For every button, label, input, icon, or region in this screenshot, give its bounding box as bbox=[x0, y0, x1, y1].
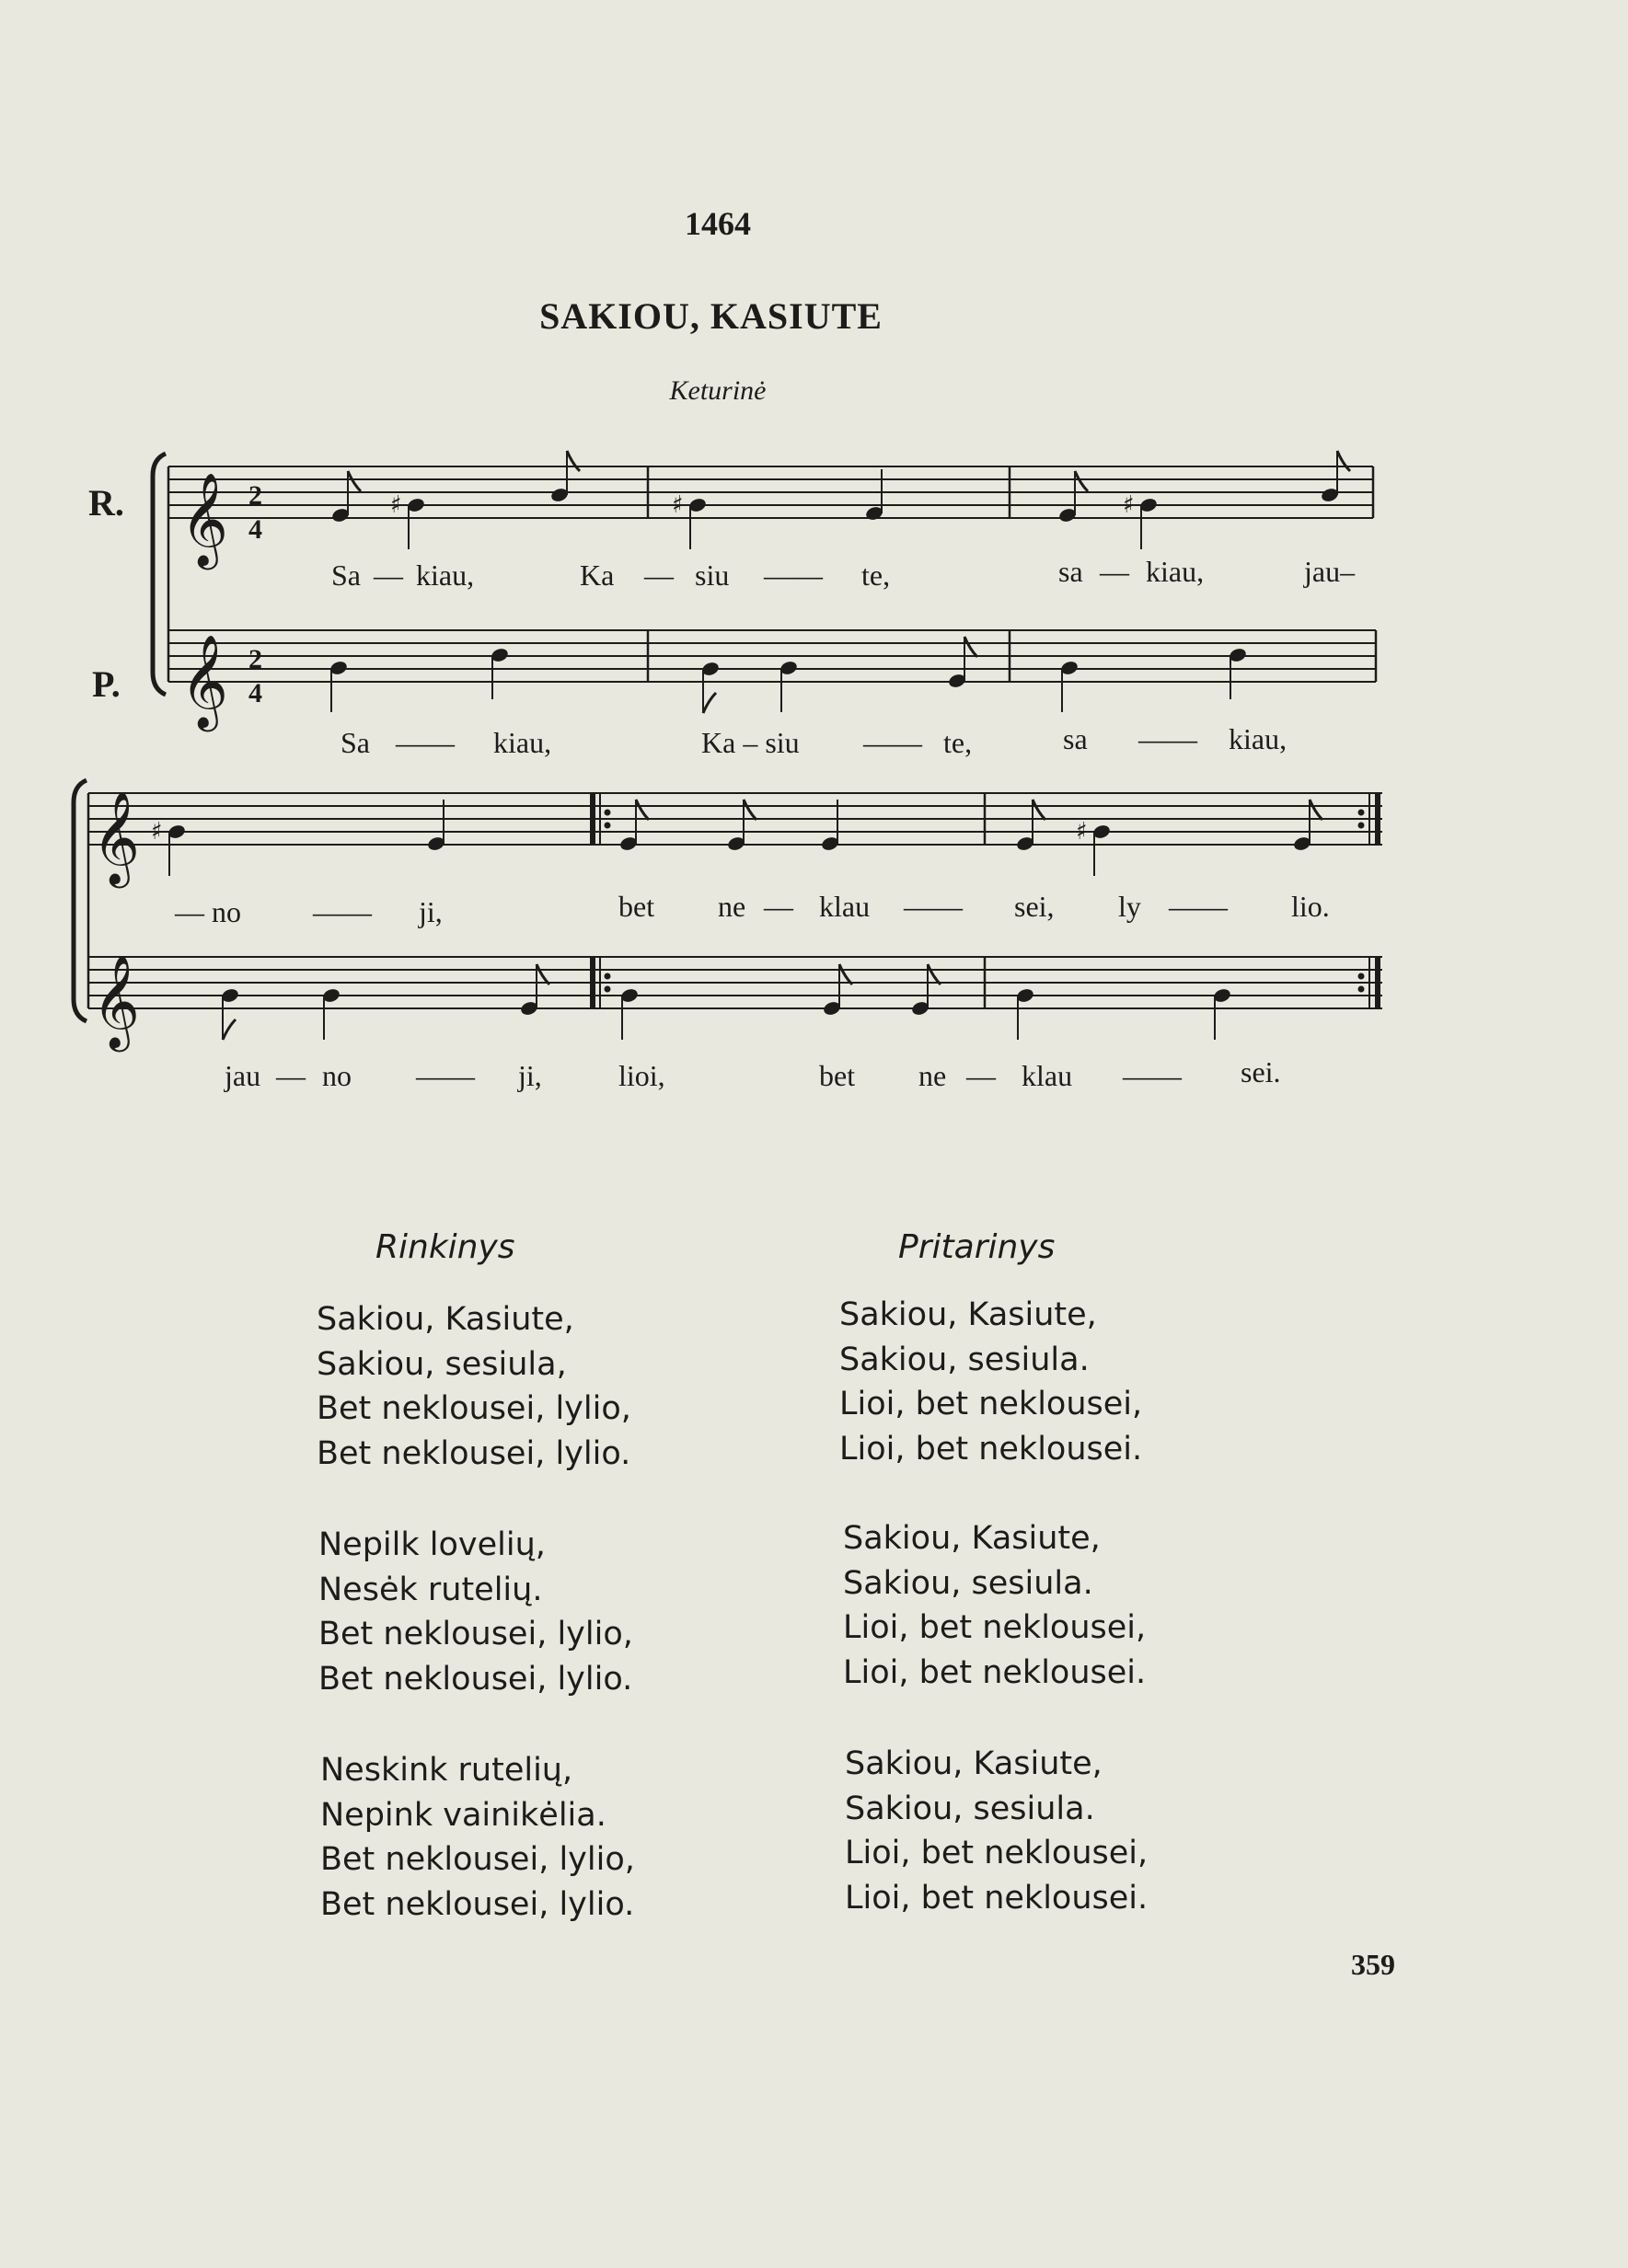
verse-line: Nesėk rutelių. bbox=[318, 1571, 543, 1608]
verse-line: Sakiou, Kasiute, bbox=[839, 1296, 1097, 1333]
lyric-syllable: Sa bbox=[331, 558, 361, 592]
note-flag bbox=[744, 800, 756, 820]
lyric-syllable: te, bbox=[943, 726, 973, 759]
left-stanza-1 bbox=[317, 1297, 631, 1476]
time-signature-top: 2 bbox=[248, 644, 262, 674]
lyric-syllable: ne bbox=[718, 890, 746, 923]
lyric-syllable: — bbox=[276, 1059, 306, 1092]
song-number: 1464 bbox=[685, 205, 751, 242]
lyric-syllable: —— bbox=[416, 1059, 475, 1092]
lyric-syllable: klau bbox=[819, 890, 871, 923]
verse-line: Sakiou, sesiula. bbox=[843, 1564, 1093, 1602]
left-stanza-3 bbox=[320, 1748, 635, 1927]
repeat-dot bbox=[1358, 810, 1365, 816]
lyric-syllable: jau– bbox=[1304, 555, 1356, 588]
sharp-sign: ♯ bbox=[390, 491, 402, 519]
lyric-syllable: —— bbox=[313, 895, 372, 928]
note-flag bbox=[1310, 800, 1322, 820]
lyric-syllable: kiau, bbox=[1229, 722, 1287, 755]
time-signature-bottom: 4 bbox=[248, 514, 262, 545]
note-flag bbox=[348, 471, 361, 491]
time-signature-bottom: 4 bbox=[248, 678, 262, 708]
lyric-syllable: — bbox=[644, 558, 674, 592]
verse-line: Bet neklousei, lylio, bbox=[317, 1390, 631, 1427]
note-flag bbox=[928, 964, 941, 984]
lyric-syllable: —— bbox=[1169, 890, 1228, 923]
verse-line: Lioi, bet neklousei, bbox=[845, 1835, 1149, 1871]
time-signature-top: 2 bbox=[248, 480, 262, 511]
verse-line: Lioi, bet neklousei. bbox=[843, 1653, 1147, 1691]
note-flag bbox=[223, 1019, 236, 1040]
system-bracket bbox=[153, 454, 166, 695]
sharp-sign: ♯ bbox=[672, 491, 684, 519]
lyric-syllable: lio. bbox=[1291, 890, 1330, 923]
lyric-syllable: — bbox=[374, 558, 403, 592]
lyric-syllable: — bbox=[764, 890, 793, 923]
song-subtitle: Keturinė bbox=[669, 375, 767, 406]
right-stanza-1 bbox=[839, 1293, 1142, 1471]
lyric-syllable: —— bbox=[396, 726, 455, 759]
note-flag bbox=[703, 693, 716, 713]
left-column-heading: Rinkinys bbox=[375, 1228, 515, 1266]
right-stanza-2 bbox=[843, 1516, 1146, 1695]
repeat-dot bbox=[605, 973, 611, 980]
verse-line: Lioi, bet neklousei, bbox=[839, 1386, 1143, 1422]
sharp-sign: ♯ bbox=[151, 818, 163, 846]
song-title: SAKIOU, KASIUTE bbox=[539, 295, 883, 337]
sharp-sign: ♯ bbox=[1076, 818, 1088, 846]
lyrics-system2-upper bbox=[174, 890, 1330, 928]
note-flag bbox=[1075, 471, 1088, 491]
system-bracket bbox=[74, 780, 87, 1021]
lyric-syllable: —— bbox=[863, 726, 922, 759]
lyric-syllable: —— bbox=[1123, 1059, 1182, 1092]
lyric-syllable: siu bbox=[695, 558, 730, 592]
treble-clef-icon: 𝄞 bbox=[180, 633, 229, 728]
note-flag bbox=[964, 637, 977, 657]
lyric-syllable: Ka bbox=[580, 558, 615, 592]
lyric-syllable: —— bbox=[1138, 722, 1197, 755]
verse-line: Neskink rutelių, bbox=[320, 1752, 573, 1789]
lyrics-system1-upper bbox=[331, 555, 1356, 592]
note-flag bbox=[567, 451, 580, 471]
part-label-p: P. bbox=[92, 663, 121, 705]
lyric-syllable: bet bbox=[618, 890, 655, 923]
verse-line: Sakiou, Kasiute, bbox=[317, 1301, 574, 1338]
verse-line: Sakiou, sesiula, bbox=[317, 1345, 567, 1383]
treble-clef-icon: 𝄞 bbox=[92, 953, 141, 1048]
note-flag bbox=[636, 800, 649, 820]
repeat-dot bbox=[1358, 823, 1365, 829]
verse-line: Bet neklousei, lylio. bbox=[318, 1660, 633, 1698]
verse-line: Sakiou, sesiula. bbox=[845, 1790, 1095, 1827]
repeat-dot bbox=[605, 986, 611, 993]
verse-line: Sakiou, sesiula. bbox=[839, 1341, 1090, 1378]
verse-line: Lioi, bet neklousei. bbox=[845, 1879, 1149, 1917]
lyric-syllable: Sa bbox=[341, 726, 370, 759]
lyric-syllable: klau bbox=[1022, 1059, 1073, 1092]
lyrics-system2-lower bbox=[224, 1055, 1281, 1092]
treble-clef-icon: 𝄞 bbox=[180, 471, 229, 566]
verse-line: Sakiou, Kasiute, bbox=[845, 1745, 1103, 1782]
part-label-r: R. bbox=[88, 482, 124, 524]
lyric-syllable: kiau, bbox=[1146, 555, 1205, 588]
lyric-syllable: no bbox=[322, 1059, 352, 1092]
repeat-dot bbox=[1358, 973, 1365, 980]
verse-line: Bet neklousei, lylio, bbox=[320, 1841, 635, 1878]
lyric-syllable: te, bbox=[861, 558, 891, 592]
note-flag bbox=[1033, 800, 1045, 820]
verse-line: Bet neklousei, lylio. bbox=[317, 1434, 631, 1472]
lyric-syllable: sei, bbox=[1014, 890, 1055, 923]
lyric-syllable: lioi, bbox=[618, 1059, 665, 1092]
verse-line: Sakiou, Kasiute, bbox=[843, 1520, 1101, 1557]
right-stanza-3 bbox=[845, 1742, 1148, 1920]
lyric-syllable: jau bbox=[225, 1059, 261, 1092]
verse-line: Nepink vainikėlia. bbox=[320, 1796, 606, 1834]
lyric-syllable: bet bbox=[819, 1059, 856, 1092]
lyric-syllable: Ka – siu bbox=[701, 726, 800, 759]
repeat-dot bbox=[1358, 986, 1365, 993]
lyric-syllable: kiau, bbox=[493, 726, 552, 759]
left-stanza-2 bbox=[318, 1523, 633, 1701]
lyric-syllable: ji, bbox=[518, 1059, 542, 1092]
page-folio: 359 bbox=[1351, 1948, 1395, 1981]
verse-line: Lioi, bet neklousei. bbox=[839, 1430, 1143, 1468]
lyric-syllable: kiau, bbox=[416, 558, 475, 592]
repeat-dot bbox=[605, 810, 611, 816]
lyric-syllable: sa bbox=[1058, 555, 1083, 588]
sharp-sign: ♯ bbox=[1123, 491, 1135, 519]
note-flag bbox=[537, 964, 549, 984]
lyric-syllable: sa bbox=[1063, 722, 1088, 755]
lyric-syllable: — bbox=[966, 1059, 996, 1092]
lyric-syllable: —— bbox=[764, 558, 823, 592]
treble-clef-icon: 𝄞 bbox=[92, 789, 141, 884]
lyric-syllable: ji, bbox=[419, 895, 443, 928]
lyrics-system1-lower bbox=[341, 722, 1287, 759]
lyric-syllable: — bbox=[1100, 555, 1129, 588]
verse-line: Bet neklousei, lylio. bbox=[320, 1885, 635, 1923]
lyric-syllable: —— bbox=[904, 890, 963, 923]
lyric-syllable: sei. bbox=[1241, 1055, 1281, 1088]
repeat-dot bbox=[605, 823, 611, 829]
lyric-syllable: ne bbox=[918, 1059, 947, 1092]
lyric-syllable: — no bbox=[175, 895, 241, 928]
verse-line: Nepilk lovelių, bbox=[318, 1526, 546, 1563]
right-column-heading: Pritarinys bbox=[898, 1228, 1056, 1266]
note-flag bbox=[1337, 451, 1350, 471]
lyric-syllable: ly bbox=[1118, 890, 1141, 923]
verse-line: Lioi, bet neklousei, bbox=[843, 1609, 1147, 1646]
verse-line: Bet neklousei, lylio, bbox=[318, 1616, 633, 1652]
note-flag bbox=[839, 964, 852, 984]
